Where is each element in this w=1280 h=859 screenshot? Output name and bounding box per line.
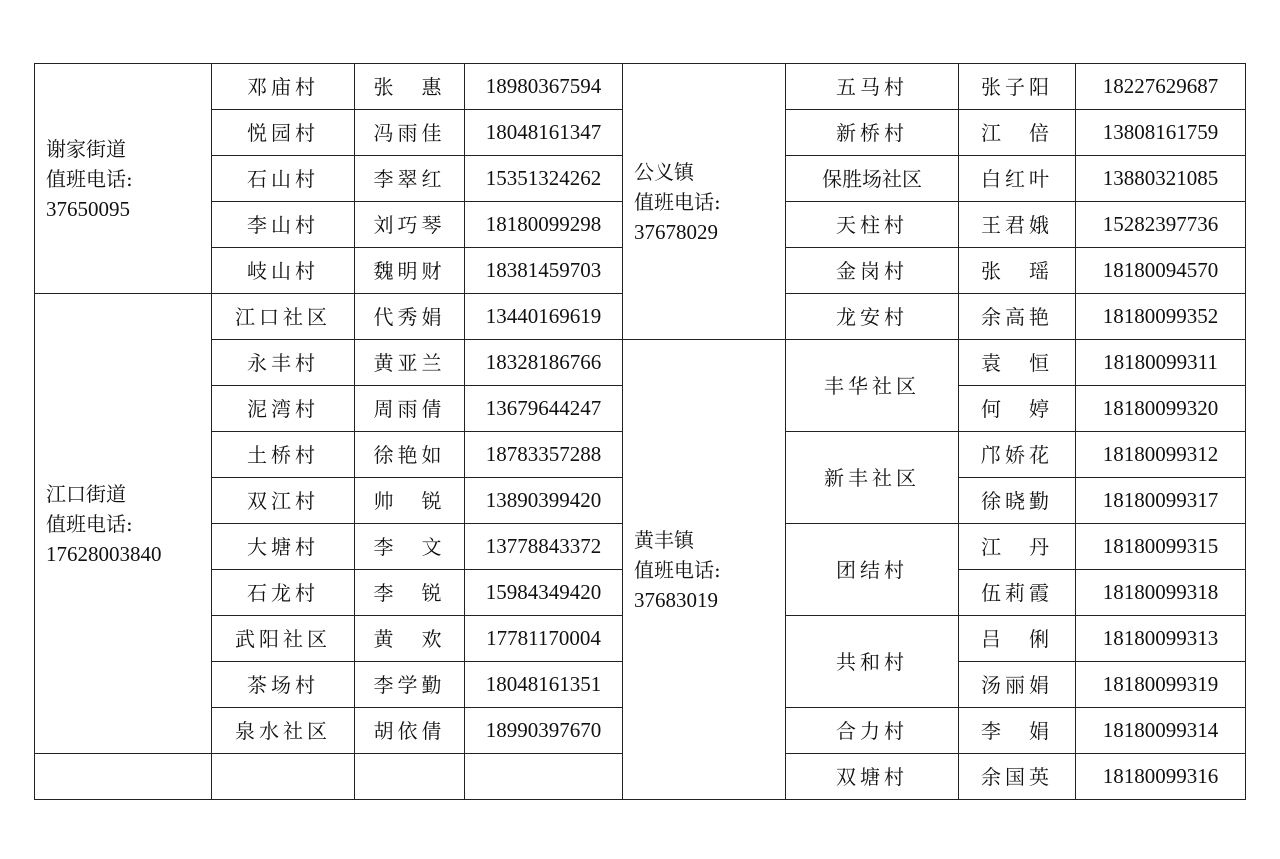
person-cell: 魏明财	[355, 248, 465, 294]
person-cell: 李学勤	[355, 662, 465, 708]
phone-cell: 18227629687	[1076, 64, 1246, 110]
person-cell: 帅 锐	[355, 478, 465, 524]
person-cell: 胡依倩	[355, 708, 465, 754]
empty-cell	[212, 754, 355, 800]
village-cell: 李山村	[212, 202, 355, 248]
person-cell: 何 婷	[959, 386, 1076, 432]
person-cell: 刘巧琴	[355, 202, 465, 248]
phone-cell: 18180099316	[1076, 754, 1246, 800]
dept-label: 值班电话:	[46, 166, 133, 191]
village-cell: 保胜场社区	[786, 156, 959, 202]
village-cell: 岐山村	[212, 248, 355, 294]
village-cell: 龙安村	[786, 294, 959, 340]
table-row	[35, 64, 1246, 110]
dept-phone: 37650095	[46, 196, 130, 221]
phone-cell: 18328186766	[465, 340, 623, 386]
village-cell: 金岗村	[786, 248, 959, 294]
phone-cell: 13890399420	[465, 478, 623, 524]
person-cell: 余高艳	[959, 294, 1076, 340]
phone-cell: 18180099318	[1076, 570, 1246, 616]
phone-cell: 13880321085	[1076, 156, 1246, 202]
village-cell: 共和村	[786, 616, 959, 708]
village-cell: 邓庙村	[212, 64, 355, 110]
person-cell: 李 娟	[959, 708, 1076, 754]
empty-cell	[35, 754, 212, 800]
village-cell: 大塘村	[212, 524, 355, 570]
dept-name: 江口街道	[46, 481, 126, 506]
phone-cell: 18980367594	[465, 64, 623, 110]
dept-label: 值班电话:	[634, 189, 721, 214]
village-cell: 新丰社区	[786, 432, 959, 524]
village-cell: 团结村	[786, 524, 959, 616]
phone-cell: 18783357288	[465, 432, 623, 478]
phone-cell: 13808161759	[1076, 110, 1246, 156]
village-cell: 新桥村	[786, 110, 959, 156]
person-cell: 黄亚兰	[355, 340, 465, 386]
person-cell: 张子阳	[959, 64, 1076, 110]
dept-xiejia	[35, 64, 212, 294]
village-cell: 五马村	[786, 64, 959, 110]
duty-roster-table	[34, 63, 1246, 800]
dept-label: 值班电话:	[46, 511, 133, 536]
dept-label: 值班电话:	[634, 557, 721, 582]
dept-huangfeng	[623, 340, 786, 800]
phone-cell: 18048161351	[465, 662, 623, 708]
dept-name: 谢家街道	[46, 136, 126, 161]
person-cell: 吕 俐	[959, 616, 1076, 662]
person-cell: 伍莉霞	[959, 570, 1076, 616]
dept-phone: 37683019	[634, 587, 718, 612]
dept-phone: 37678029	[634, 219, 718, 244]
dept-phone: 17628003840	[46, 541, 162, 566]
phone-cell: 18048161347	[465, 110, 623, 156]
phone-cell: 18180099298	[465, 202, 623, 248]
village-cell: 天柱村	[786, 202, 959, 248]
phone-cell: 15282397736	[1076, 202, 1246, 248]
village-cell: 茶场村	[212, 662, 355, 708]
person-cell: 徐艳如	[355, 432, 465, 478]
phone-cell: 18180099320	[1076, 386, 1246, 432]
village-cell: 双塘村	[786, 754, 959, 800]
person-cell: 周雨倩	[355, 386, 465, 432]
phone-cell: 13778843372	[465, 524, 623, 570]
person-cell: 江 丹	[959, 524, 1076, 570]
phone-cell: 18180099315	[1076, 524, 1246, 570]
phone-cell: 18180099319	[1076, 662, 1246, 708]
village-cell: 石龙村	[212, 570, 355, 616]
person-cell: 冯雨佳	[355, 110, 465, 156]
empty-cell	[465, 754, 623, 800]
person-cell: 李 文	[355, 524, 465, 570]
person-cell: 徐晓勤	[959, 478, 1076, 524]
person-cell: 王君娥	[959, 202, 1076, 248]
village-cell: 土桥村	[212, 432, 355, 478]
phone-cell: 13440169619	[465, 294, 623, 340]
phone-cell: 18180099312	[1076, 432, 1246, 478]
dept-name: 公义镇	[634, 159, 694, 184]
phone-cell: 18180099311	[1076, 340, 1246, 386]
person-cell: 张 瑶	[959, 248, 1076, 294]
person-cell: 张 惠	[355, 64, 465, 110]
person-cell: 江 倍	[959, 110, 1076, 156]
person-cell: 汤丽娟	[959, 662, 1076, 708]
person-cell: 李 锐	[355, 570, 465, 616]
village-cell: 泥湾村	[212, 386, 355, 432]
village-cell: 石山村	[212, 156, 355, 202]
village-cell: 合力村	[786, 708, 959, 754]
dept-name: 黄丰镇	[634, 527, 694, 552]
phone-cell: 18180094570	[1076, 248, 1246, 294]
village-cell: 双江村	[212, 478, 355, 524]
dept-gongyi	[623, 64, 786, 340]
person-cell: 邝娇花	[959, 432, 1076, 478]
phone-cell: 18180099317	[1076, 478, 1246, 524]
village-cell: 江口社区	[212, 294, 355, 340]
person-cell: 黄 欢	[355, 616, 465, 662]
table-row	[35, 340, 1246, 386]
phone-cell: 18180099314	[1076, 708, 1246, 754]
village-cell: 武阳社区	[212, 616, 355, 662]
phone-cell: 18180099313	[1076, 616, 1246, 662]
phone-cell: 18180099352	[1076, 294, 1246, 340]
person-cell: 袁 恒	[959, 340, 1076, 386]
dept-jiangkou	[35, 294, 212, 754]
empty-cell	[355, 754, 465, 800]
person-cell: 代秀娟	[355, 294, 465, 340]
person-cell: 白红叶	[959, 156, 1076, 202]
person-cell: 余国英	[959, 754, 1076, 800]
person-cell: 李翠红	[355, 156, 465, 202]
phone-cell: 18990397670	[465, 708, 623, 754]
phone-cell: 15351324262	[465, 156, 623, 202]
village-cell: 泉水社区	[212, 708, 355, 754]
village-cell: 永丰村	[212, 340, 355, 386]
village-cell: 丰华社区	[786, 340, 959, 432]
phone-cell: 13679644247	[465, 386, 623, 432]
phone-cell: 17781170004	[465, 616, 623, 662]
phone-cell: 15984349420	[465, 570, 623, 616]
phone-cell: 18381459703	[465, 248, 623, 294]
village-cell: 悦园村	[212, 110, 355, 156]
